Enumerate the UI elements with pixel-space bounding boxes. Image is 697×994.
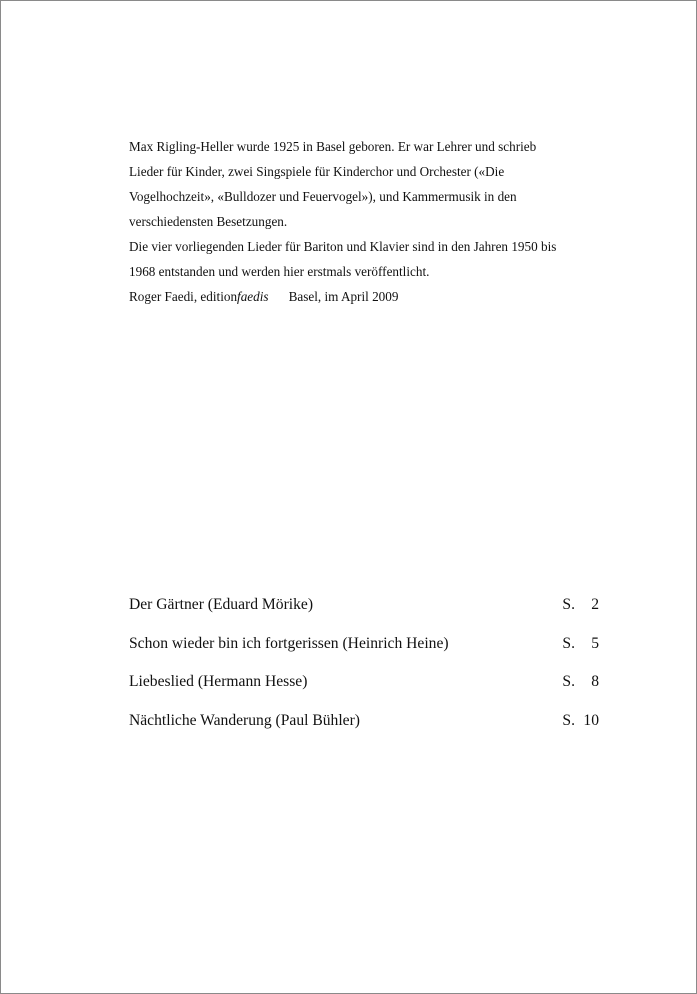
intro-line: 1968 entstanden und werden hier erstmals veröffentlicht. [129, 264, 430, 279]
toc-entry [129, 670, 599, 709]
intro-line: Max Rigling-Heller wurde 1925 in Basel geboren. Er war Lehrer und schrieb [129, 139, 537, 154]
toc-entry-page [562, 632, 599, 656]
toc-page-number: 5 [591, 634, 599, 652]
toc-entry [129, 632, 599, 671]
toc-page-prefix: S. [562, 673, 575, 691]
signature-edition-italic: faedis [237, 289, 269, 304]
table-of-contents [129, 593, 599, 748]
toc-entry [129, 709, 599, 748]
toc-entry-page [562, 709, 599, 733]
toc-entry-title: Liebeslied (Hermann Hesse) [129, 673, 308, 691]
toc-entry-page [562, 670, 599, 694]
signature-place-date: Basel, im April 2009 [288, 289, 399, 304]
toc-entry-title: Nächtliche Wanderung (Paul Bühler) [129, 712, 360, 730]
intro-paragraph [129, 134, 629, 309]
toc-page-number: 10 [583, 712, 599, 730]
intro-line: verschiedensten Besetzungen. [129, 214, 288, 229]
intro-line: Die vier vorliegenden Lieder für Bariton und Klavier sind in den Jahren 1950 bis [129, 239, 557, 254]
toc-page-number: 2 [591, 596, 599, 613]
intro-line: Vogelhochzeit», «Bulldozer und Feuervogel»), und Kammermusik in den [129, 189, 517, 204]
toc-entry-title: Der Gärtner (Eduard Mörike) [129, 596, 314, 613]
toc-page-prefix: S. [562, 596, 575, 613]
toc-entry [129, 593, 599, 632]
signature-line [129, 284, 629, 309]
toc-entry-page [562, 593, 599, 617]
toc-page-prefix: S. [562, 634, 575, 652]
signature-prefix: Roger Faedi, edition [129, 289, 238, 304]
toc-page-number: 8 [591, 673, 599, 691]
toc-page-prefix: S. [562, 712, 575, 730]
toc-entry-title: Schon wieder bin ich fortgerissen (Heinrich Heine) [129, 634, 449, 652]
intro-line: Lieder für Kinder, zwei Singspiele für Kinderchor und Orchester («Die [129, 164, 505, 179]
